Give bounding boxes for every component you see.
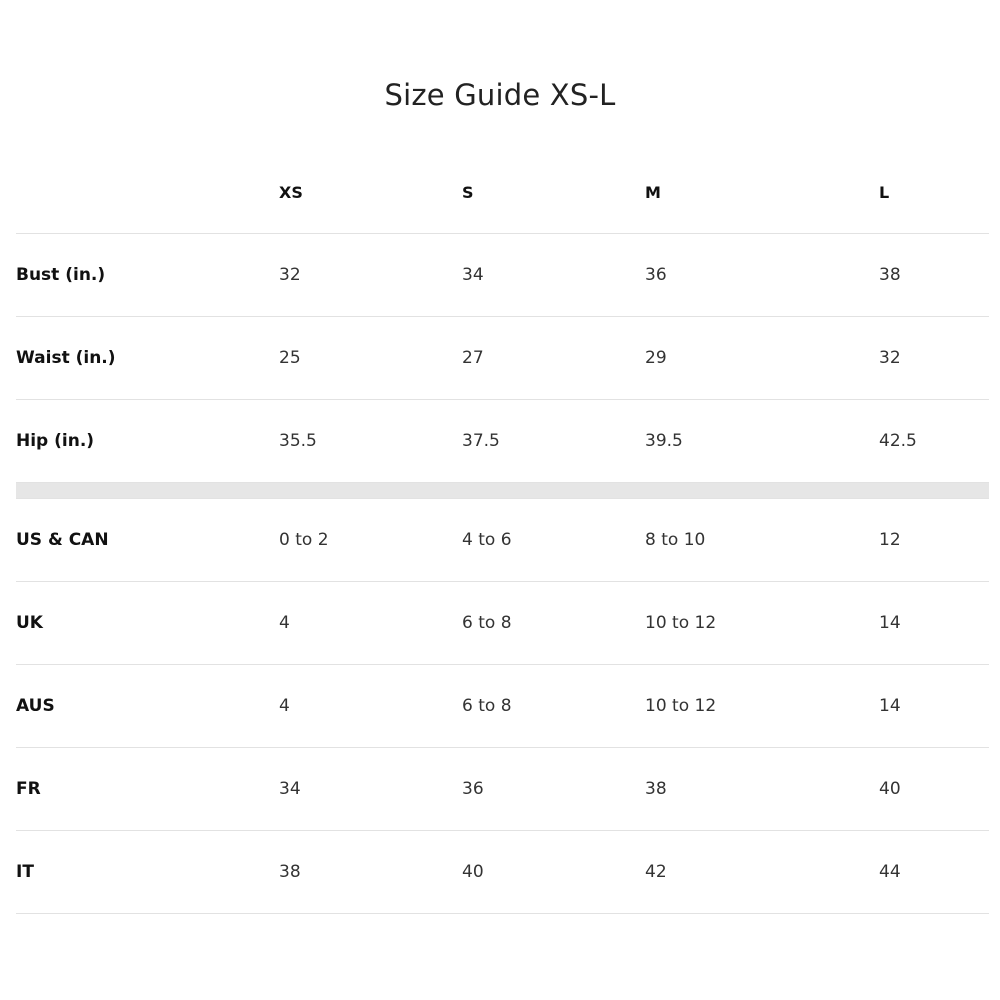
table-row-hip xyxy=(16,400,989,483)
table-row-us-can xyxy=(16,499,989,582)
table-cell: 44 xyxy=(879,862,901,882)
table-cell: 38 xyxy=(879,265,901,285)
table-cell: 14 xyxy=(879,613,901,633)
table-row-it xyxy=(16,831,989,914)
table-cell: 12 xyxy=(879,530,901,550)
row-label: FR xyxy=(16,779,41,799)
table-cell: 10 to 12 xyxy=(645,696,717,716)
row-label: IT xyxy=(16,862,34,882)
row-label: Waist (in.) xyxy=(16,348,116,368)
column-header-s: S xyxy=(462,183,474,202)
table-cell: 0 to 2 xyxy=(279,530,329,550)
table-cell: 4 xyxy=(279,696,290,716)
table-cell: 40 xyxy=(462,862,484,882)
table-cell: 25 xyxy=(279,348,301,368)
table-row-waist xyxy=(16,317,989,400)
table-cell: 34 xyxy=(462,265,484,285)
table-cell: 37.5 xyxy=(462,431,500,451)
table-cell: 4 to 6 xyxy=(462,530,512,550)
table-cell: 35.5 xyxy=(279,431,317,451)
table-cell: 39.5 xyxy=(645,431,683,451)
table-cell: 27 xyxy=(462,348,484,368)
table-cell: 8 to 10 xyxy=(645,530,706,550)
table-cell: 36 xyxy=(462,779,484,799)
table-cell: 36 xyxy=(645,265,667,285)
row-label: UK xyxy=(16,613,43,633)
table-cell: 38 xyxy=(279,862,301,882)
table-cell: 29 xyxy=(645,348,667,368)
table-cell: 32 xyxy=(879,348,901,368)
row-label: Hip (in.) xyxy=(16,431,95,451)
row-label: AUS xyxy=(16,696,55,716)
table-cell: 38 xyxy=(645,779,667,799)
size-guide-table xyxy=(16,152,989,914)
table-row-bust xyxy=(16,234,989,317)
table-cell: 10 to 12 xyxy=(645,613,717,633)
table-cell: 34 xyxy=(279,779,301,799)
table-cell: 32 xyxy=(279,265,301,285)
row-label: US & CAN xyxy=(16,530,109,550)
section-divider xyxy=(16,483,989,499)
table-cell: 4 xyxy=(279,613,290,633)
table-row-uk xyxy=(16,582,989,665)
row-label: Bust (in.) xyxy=(16,265,106,285)
table-cell: 42.5 xyxy=(879,431,917,451)
column-header-m: M xyxy=(645,183,661,202)
table-cell: 40 xyxy=(879,779,901,799)
table-header-row xyxy=(16,152,989,234)
table-cell: 14 xyxy=(879,696,901,716)
table-cell: 42 xyxy=(645,862,667,882)
table-cell: 6 to 8 xyxy=(462,613,512,633)
table-cell: 6 to 8 xyxy=(462,696,512,716)
column-header-l: L xyxy=(879,183,890,202)
table-row-aus xyxy=(16,665,989,748)
table-row-fr xyxy=(16,748,989,831)
page-title: Size Guide XS-L xyxy=(384,78,616,112)
column-header-xs: XS xyxy=(279,183,303,202)
